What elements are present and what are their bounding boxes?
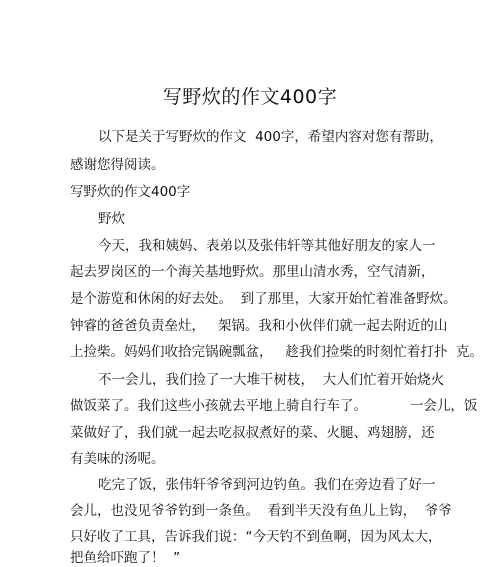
paragraph-line: 吃完了饭，张伟轩爷爷到河边钓鱼。我们在旁边看了好一: [98, 477, 436, 493]
paragraph-line: 是个游览和休闲的好去处。 到了那里，大家开始忙着准备野炊。: [70, 291, 457, 307]
paragraph-line: 只好收了工具，告诉我们说：“今天钓不到鱼啊，因为风太大，: [70, 529, 442, 545]
paragraph-line: 有美味的汤呢。: [70, 451, 165, 467]
paragraph-line: 把鱼给吓跑了！ ”: [70, 550, 181, 566]
paragraph-line: 今天，我和姨妈、表弟以及张伟轩等其他好朋友的家人一: [98, 238, 436, 254]
paragraph-line: 菜做好了，我们就一起去吃叔叔煮好的菜、火腿、鸡翅膀，还: [70, 425, 435, 441]
paragraph-line: 上捡柴。妈妈们收拾完锅碗瓢盆， 趁我们捡柴的时刻忙着打扑 克。: [70, 344, 483, 360]
paragraph-line: 做饭菜了。我们这些小孩就去平地上骑自行车了。 一会儿，饭: [70, 398, 478, 414]
paragraph-line: 钟睿的爸爸负责垒灶， 架锅。我和小伙伴们就一起去附近的山: [70, 318, 448, 334]
essay-title: 野炊: [98, 211, 125, 227]
document-title: 写野炊的作文400字: [162, 86, 338, 108]
paragraph-line: 起去罗岗区的一个海关基地野炊。那里山清水秀，空气清新，: [70, 264, 435, 280]
intro-line-1: 以下是关于写野炊的作文 400字，希望内容对您有帮助，: [98, 129, 443, 145]
intro-line-2: 感谢您得阅读。: [70, 157, 165, 173]
paragraph-line: 会儿，也没见爷爷钓到一条鱼。 看到半天没有鱼儿上钩， 爷爷: [70, 503, 452, 519]
paragraph-line: 不一会儿，我们捡了一大堆干树枝， 大人们忙着开始烧火: [98, 372, 445, 388]
subtitle: 写野炊的作文400字: [70, 184, 191, 200]
